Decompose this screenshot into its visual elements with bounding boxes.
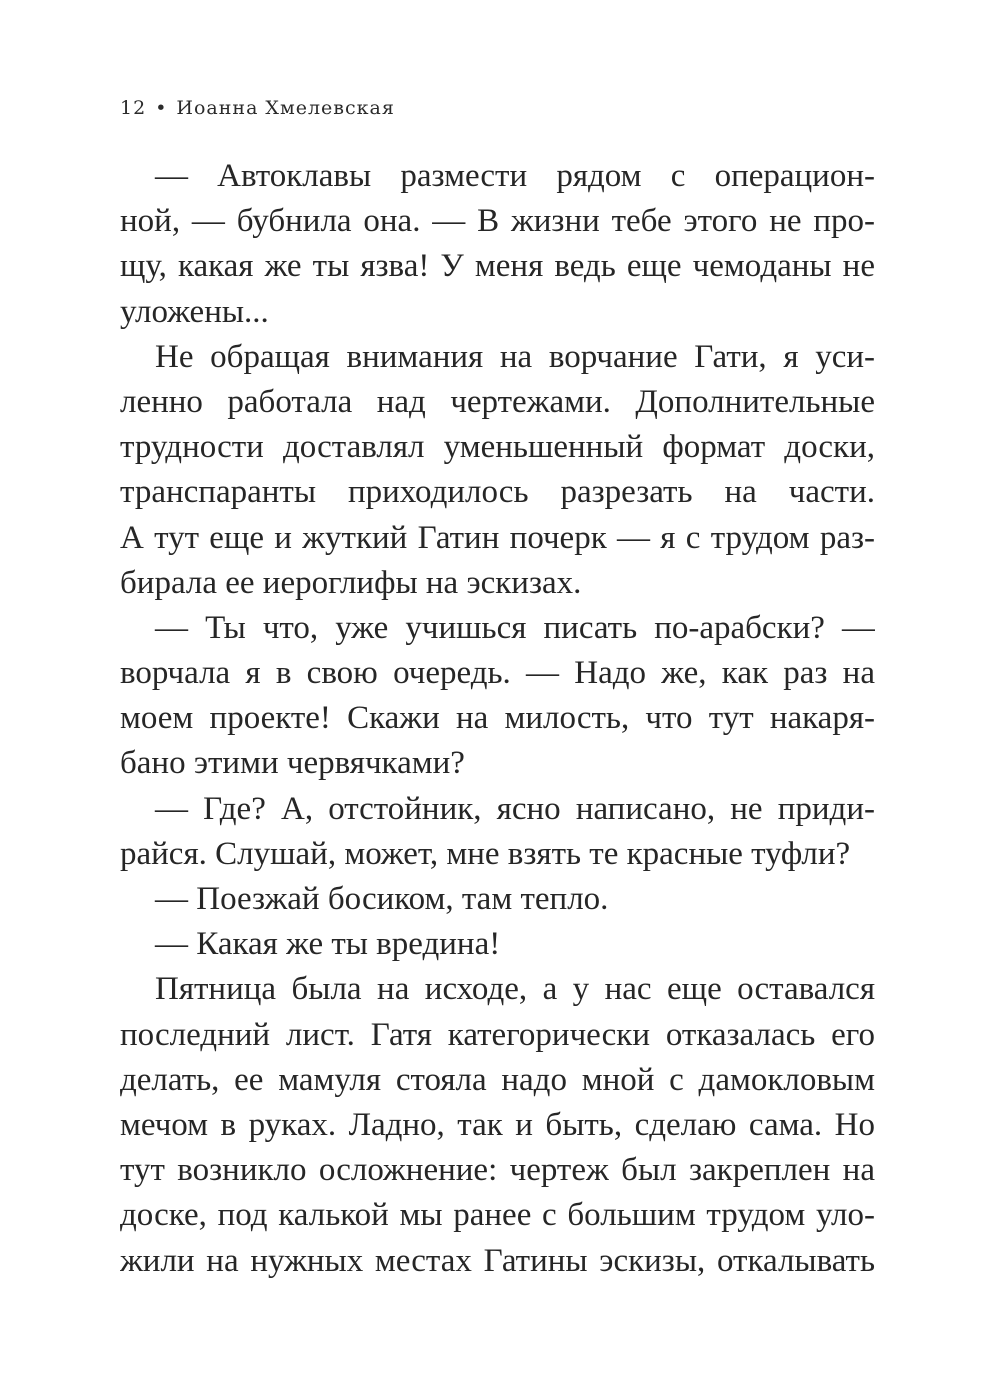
text-line: жили на нужных местах Гатины эскизы, откалывать bbox=[120, 1242, 875, 1279]
header-separator: • bbox=[155, 97, 168, 119]
text-line: райся. Слушай, может, мне взять те красные туфли? bbox=[120, 835, 851, 872]
text-line: трудности доставлял уменьшенный формат доски, bbox=[120, 429, 875, 466]
text-line: — Автоклавы размести рядом с операцион- bbox=[155, 158, 875, 194]
author-name: Иоанна Хмелевская bbox=[176, 97, 395, 119]
text-line: последний лист. Гатя категорически отказалась его bbox=[120, 1016, 875, 1053]
text-line: тут возникло осложнение: чертеж был закреплен на bbox=[120, 1152, 875, 1189]
text-line: Не обращая внимания на ворчание Гати, я уси- bbox=[155, 338, 875, 375]
text-line: уложены... bbox=[120, 293, 269, 330]
text-line: моем проекте! Скажи на милость, что тут накаря- bbox=[120, 700, 875, 737]
text-line: доске, под калькой мы ранее с большим трудом уло- bbox=[120, 1197, 875, 1234]
text-line: Пятница была на исходе, а у нас еще оставался bbox=[155, 971, 875, 1008]
text-line: ворчала я в свою очередь. — Надо же, как раз на bbox=[120, 655, 875, 692]
text-line: транспаранты приходилось разрезать на части. bbox=[120, 474, 875, 511]
text-line: — Где? А, отстойник, ясно написано, не приди- bbox=[155, 790, 875, 827]
text-line: бирала ее иероглифы на эскизах. bbox=[120, 564, 582, 601]
text-line: А тут еще и жуткий Гатин почерк — я с трудом раз- bbox=[120, 519, 875, 556]
text-line: — Ты что, уже учишься писать по-арабски? — bbox=[155, 609, 875, 646]
text-line: ной, — бубнила она. — В жизни тебе этого не про- bbox=[120, 203, 875, 240]
text-line: — Какая же ты вредина! bbox=[155, 926, 501, 963]
body-text bbox=[120, 154, 875, 1284]
text-line: щу, какая же ты язва! У меня ведь еще чемоданы не bbox=[120, 248, 875, 285]
running-header bbox=[120, 93, 395, 123]
text-line: — Поезжай босиком, там тепло. bbox=[155, 881, 609, 917]
text-line: ленно работала над чертежами. Дополнительные bbox=[120, 383, 875, 420]
text-line: бано этими червячками? bbox=[120, 745, 465, 782]
text-line: мечом в руках. Ладно, так и быть, сделаю сама. Но bbox=[120, 1106, 875, 1143]
page-number: 12 bbox=[120, 97, 147, 119]
text-line: делать, ее мамуля стояла надо мной с дамокловым bbox=[120, 1061, 875, 1098]
